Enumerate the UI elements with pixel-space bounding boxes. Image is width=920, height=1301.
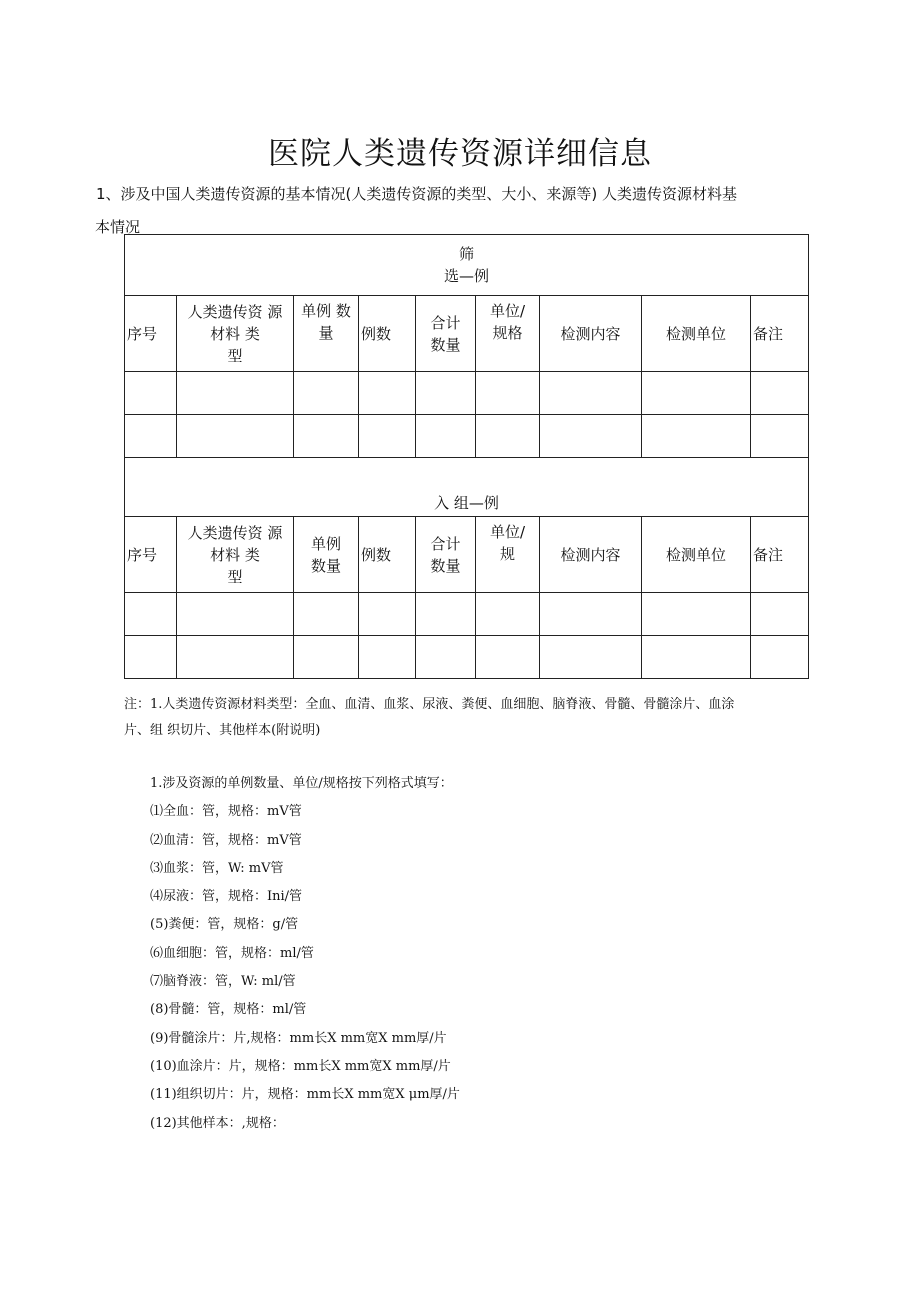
- header-seq: 序号: [125, 517, 177, 593]
- table-cell[interactable]: [294, 593, 359, 636]
- header-unit-quantity-line1: 单例: [310, 534, 341, 553]
- table-cell[interactable]: [751, 593, 809, 636]
- table-cell[interactable]: [177, 415, 294, 458]
- header-material-type: [177, 296, 294, 372]
- screening-heading: [125, 235, 809, 296]
- table-cell[interactable]: [125, 636, 177, 679]
- table-cell[interactable]: [359, 415, 416, 458]
- table-cell[interactable]: [642, 636, 751, 679]
- header-cases: 例数: [359, 296, 416, 372]
- format-item: ⑴全血：管，规格：mV管: [150, 804, 302, 820]
- table-cell[interactable]: [359, 593, 416, 636]
- table-cell[interactable]: [476, 415, 540, 458]
- format-item: ⑵血清：管，规格：mV管: [150, 832, 302, 848]
- header-total-quantity: [416, 517, 476, 593]
- header-material-type-line3: 型: [227, 346, 243, 365]
- header-unit-quantity: [294, 517, 359, 593]
- header-material-type-line2: 材料 类: [210, 324, 260, 343]
- format-item: (9)骨髓涂片：片,规格：mm长X mm宽X mm厚/片: [150, 1030, 447, 1046]
- header-test-lab: 检测单位: [642, 296, 751, 372]
- table-cell[interactable]: [416, 415, 476, 458]
- table-cell[interactable]: [642, 593, 751, 636]
- intro-line-1: 1、涉及中国人类遗传资源的基本情况(人类遗传资源的类型、大小、来源等) 人类遗传资源材料基: [96, 185, 738, 203]
- header-unit-quantity-line1: 单例 数: [301, 302, 351, 320]
- header-total-line1: 合计: [430, 313, 461, 332]
- header-remark: 备注: [751, 296, 809, 372]
- header-unit-spec: [476, 296, 540, 372]
- format-instructions: [150, 770, 750, 1138]
- table-cell[interactable]: [177, 593, 294, 636]
- header-spec-line1: 单位/: [489, 302, 526, 320]
- format-item: (8)骨髓：管，规格：ml/管: [150, 1002, 307, 1018]
- footnote-line-2: 片、组 织切片、其他样本(附说明): [124, 723, 321, 738]
- header-total-quantity: [416, 296, 476, 372]
- format-item: ⑷尿液：管，规格：Ini/管: [150, 889, 303, 905]
- table-cell[interactable]: [751, 372, 809, 415]
- screening-heading-row: [125, 235, 809, 296]
- screening-heading-top: 筛: [459, 245, 475, 263]
- header-remark: 备注: [751, 517, 809, 593]
- header-test-content: 检测内容: [540, 517, 642, 593]
- table-cell[interactable]: [751, 636, 809, 679]
- table-cell[interactable]: [540, 636, 642, 679]
- enrolled-heading: 入 组—例: [125, 458, 809, 517]
- table-cell[interactable]: [476, 593, 540, 636]
- header-total-line1: 合计: [430, 534, 461, 553]
- screening-heading-bottom: 选—例: [444, 267, 490, 285]
- table-cell[interactable]: [751, 415, 809, 458]
- header-material-type-line3: 型: [227, 567, 243, 586]
- header-cases: 例数: [359, 517, 416, 593]
- header-material-type-line1: 人类遗传资 源: [187, 302, 283, 321]
- table-cell[interactable]: [294, 415, 359, 458]
- table-cell[interactable]: [540, 415, 642, 458]
- header-unit-quantity-line2: 量: [318, 324, 334, 342]
- footnote: [124, 692, 824, 744]
- table-cell[interactable]: [416, 636, 476, 679]
- table-cell[interactable]: [177, 372, 294, 415]
- table-cell[interactable]: [642, 415, 751, 458]
- resource-table: [124, 234, 809, 679]
- format-item: (5)粪便：管，规格：g/管: [150, 917, 299, 933]
- table-row: [125, 593, 809, 636]
- intro-line-2: 本情况: [95, 218, 141, 236]
- format-item: (10)血涂片：片，规格：mm长X mm宽X mm厚/片: [150, 1058, 451, 1074]
- table-cell[interactable]: [359, 636, 416, 679]
- table-cell[interactable]: [125, 415, 177, 458]
- table-cell[interactable]: [125, 372, 177, 415]
- page-title: 医院人类遗传资源详细信息: [268, 136, 652, 172]
- table-cell[interactable]: [294, 636, 359, 679]
- header-material-type-line2: 材料 类: [210, 545, 260, 564]
- header-material-type-line1: 人类遗传资 源: [187, 523, 283, 542]
- header-spec-line2: 规格: [492, 324, 523, 342]
- header-seq: 序号: [125, 296, 177, 372]
- table-cell[interactable]: [125, 593, 177, 636]
- table-cell[interactable]: [177, 636, 294, 679]
- header-unit-quantity: [294, 296, 359, 372]
- header-spec-line1: 单位/: [489, 523, 526, 541]
- screening-header-row: [125, 296, 809, 372]
- header-test-content: 检测内容: [540, 296, 642, 372]
- table-cell[interactable]: [476, 636, 540, 679]
- header-unit-spec: [476, 517, 540, 593]
- format-item: (12)其他样本：,规格：: [150, 1115, 285, 1131]
- table-row: [125, 636, 809, 679]
- table-cell[interactable]: [540, 593, 642, 636]
- enrolled-header-row: [125, 517, 809, 593]
- footnote-line-1: 注：1.人类遗传资源材料类型：全血、血清、血浆、尿液、粪便、血细胞、脑脊液、骨髓、骨髓涂片、血涂: [124, 697, 735, 712]
- header-material-type: [177, 517, 294, 593]
- enrolled-heading-row: [125, 458, 809, 517]
- header-test-lab: 检测单位: [642, 517, 751, 593]
- table-row: [125, 372, 809, 415]
- table-cell[interactable]: [540, 372, 642, 415]
- format-item: ⑺脑脊液：管，W: ml/管: [150, 974, 296, 990]
- table-cell[interactable]: [359, 372, 416, 415]
- format-item: ⑹血细胞：管，规格：ml/管: [150, 945, 314, 961]
- table-cell[interactable]: [642, 372, 751, 415]
- table-cell[interactable]: [416, 593, 476, 636]
- table-cell[interactable]: [416, 372, 476, 415]
- header-unit-quantity-line2: 数量: [310, 556, 341, 575]
- format-item: ⑶血浆：管，W: mV管: [150, 860, 284, 876]
- table-cell[interactable]: [476, 372, 540, 415]
- header-total-line2: 数量: [430, 335, 461, 354]
- format-item: (11)组织切片：片，规格：mm长X mm宽X μm厚/片: [150, 1087, 460, 1103]
- format-intro: 1.涉及资源的单例数量、单位/规格按下列格式填写：: [150, 776, 453, 791]
- header-spec-line2: 规: [499, 545, 515, 563]
- header-total-line2: 数量: [430, 556, 461, 575]
- table-row: [125, 415, 809, 458]
- table-cell[interactable]: [294, 372, 359, 415]
